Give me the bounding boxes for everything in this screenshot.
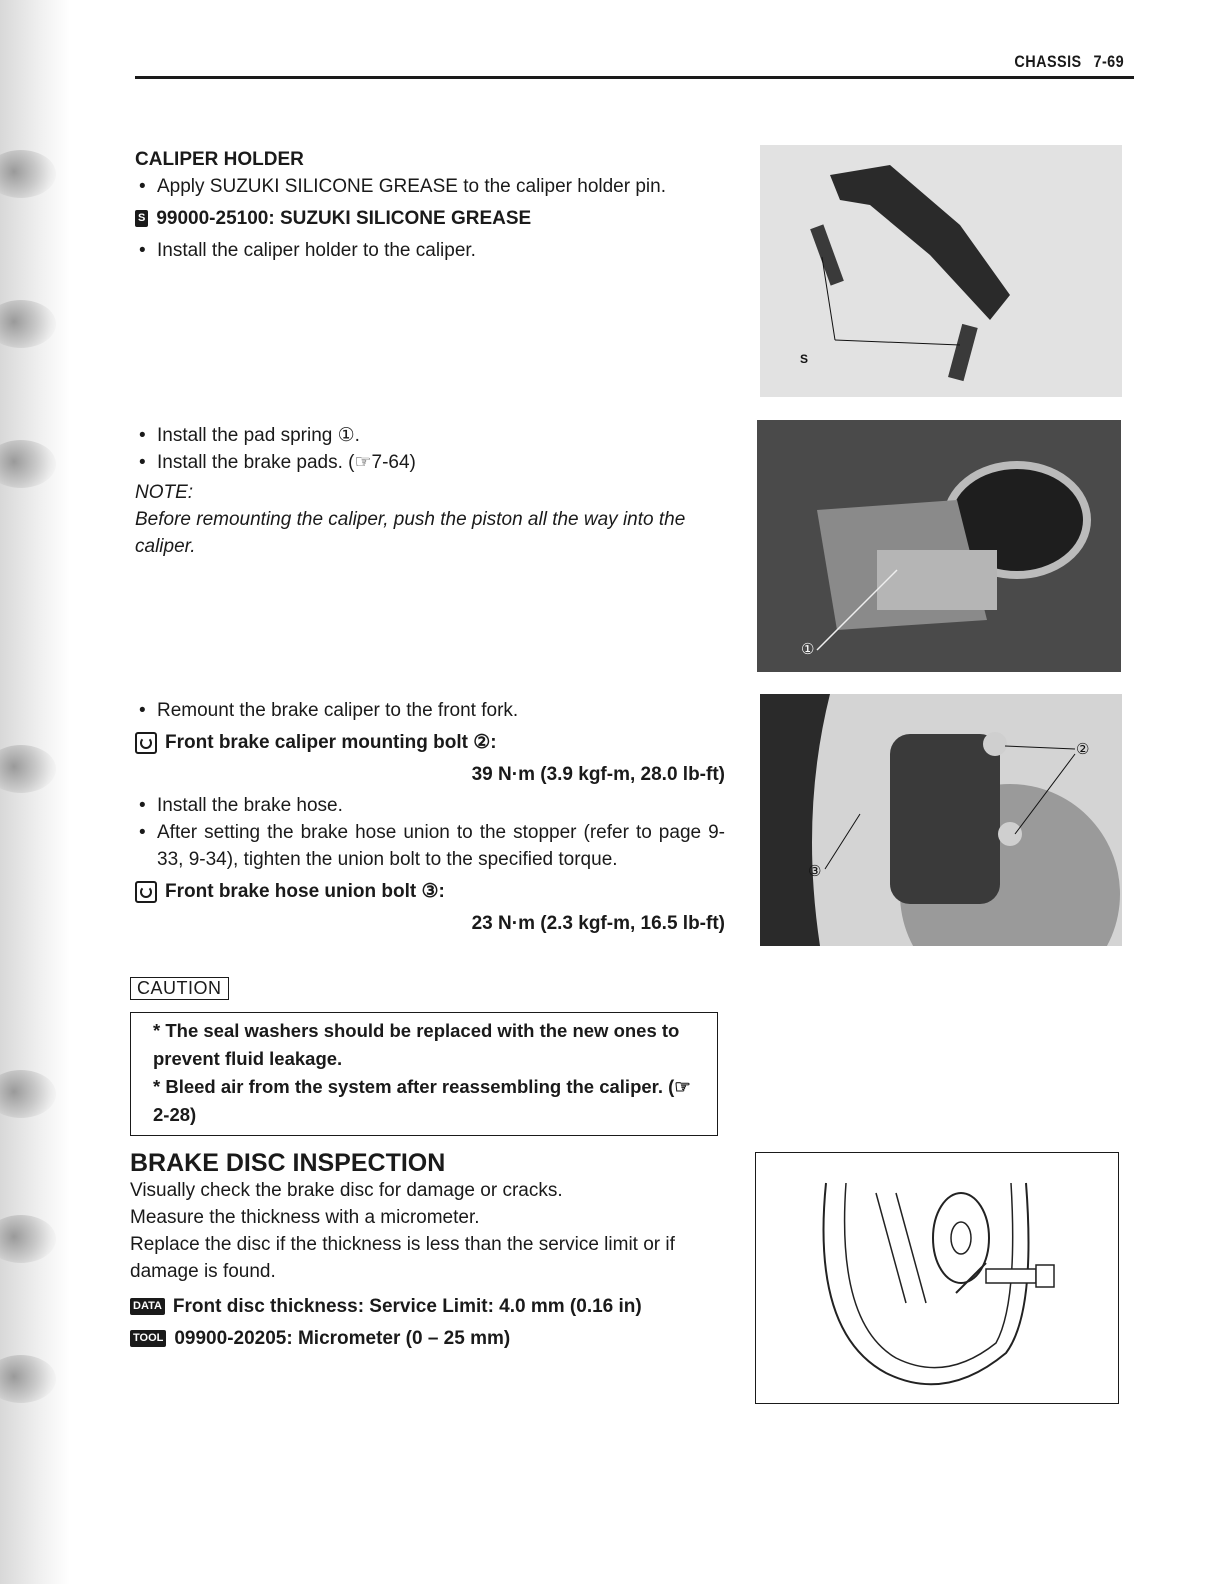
grease-spec-text: 99000-25100: SUZUKI SILICONE GREASE [156, 208, 532, 229]
caution-box [130, 1012, 718, 1136]
tool-spec [130, 1325, 730, 1352]
caution-item: * Bleed air from the system after reassembling the caliper. (☞2-28) [153, 1076, 691, 1125]
paragraph: Visually check the brake disc for damage or cracks. [130, 1180, 563, 1201]
torque-label: Front brake hose union bolt ③: [165, 881, 445, 902]
paragraph: Replace the disc if the thickness is less than the service limit or if damage is found. [130, 1234, 675, 1282]
header-rule [135, 76, 1134, 79]
callout-1: ① [801, 641, 815, 658]
tool-spec-text: 09900-20205: Micrometer (0 – 25 mm) [174, 1328, 511, 1349]
section-title: CHASSIS [1014, 52, 1082, 71]
list-item: • After setting the brake hose union to the stopper (refer to page 9-33, 9-34), tighten the union bolt to the specified torque. [135, 819, 725, 873]
torque-wrench-icon [135, 732, 157, 754]
remount-section [135, 697, 725, 937]
list-item: • Apply SUZUKI SILICONE GREASE to the caliper holder pin. [135, 173, 735, 200]
paragraph: Measure the thickness with a micrometer. [130, 1207, 480, 1228]
binder-hole [0, 1355, 56, 1403]
binder-hole [0, 440, 56, 488]
binder-hole [0, 1215, 56, 1263]
caution-tag: CAUTION [130, 977, 229, 1000]
torque-spec [135, 878, 725, 905]
note-label: NOTE: [135, 482, 194, 503]
binder-hole [0, 745, 56, 793]
caliper-holder-section [135, 146, 735, 264]
data-spec-text: Front disc thickness: Service Limit: 4.0 mm (0.16 in) [172, 1296, 642, 1317]
pad-spring-illustration [757, 420, 1121, 672]
section-heading: BRAKE DISC INSPECTION [130, 1149, 446, 1177]
disc-measure-diagram [755, 1152, 1119, 1404]
note-text: Before remounting the caliper, push the piston all the way into the caliper. [135, 509, 686, 557]
binder-hole [0, 1070, 56, 1118]
torque-label: Front brake caliper mounting bolt ②: [165, 732, 497, 753]
caution-item: * The seal washers should be replaced with the new ones to prevent fluid leakage. [153, 1020, 680, 1069]
caliper-mounted-illustration [760, 694, 1122, 946]
callout-2: ② [1076, 741, 1090, 758]
disc-measure-illustration [756, 1153, 1118, 1403]
list-item: • Install the caliper holder to the caliper. [135, 237, 735, 264]
grease-icon: S [135, 210, 148, 227]
page-header [1002, 52, 1124, 72]
section-heading: CALIPER HOLDER [135, 149, 304, 170]
caliper-holder-illustration [760, 145, 1122, 397]
grease-spec [135, 205, 735, 232]
tool-icon: TOOL [130, 1330, 166, 1347]
data-spec [130, 1293, 730, 1320]
list-item: • Install the pad spring ①. [135, 422, 725, 449]
list-item: • Install the brake pads. (☞7-64) [135, 449, 725, 476]
grease-icon: S [800, 352, 809, 366]
caliper-mounted-photo [760, 694, 1122, 946]
list-item: • Install the brake hose. [135, 792, 725, 819]
binder-edge [0, 0, 70, 1584]
caliper-holder-photo [760, 145, 1122, 397]
callout-3: ③ [808, 863, 822, 880]
torque-wrench-icon [135, 881, 157, 903]
pads-section [135, 422, 725, 560]
disc-section [130, 1150, 730, 1357]
pad-spring-photo [757, 420, 1121, 672]
list-item: • Remount the brake caliper to the front fork. [135, 697, 725, 724]
page-number: 7-69 [1093, 52, 1124, 71]
binder-hole [0, 300, 56, 348]
binder-hole [0, 150, 56, 198]
data-icon: DATA [130, 1298, 165, 1315]
torque-value: 39 N·m (3.9 kgf-m, 28.0 lb-ft) [471, 764, 725, 785]
torque-value: 23 N·m (2.3 kgf-m, 16.5 lb-ft) [471, 913, 725, 934]
torque-spec [135, 729, 725, 756]
